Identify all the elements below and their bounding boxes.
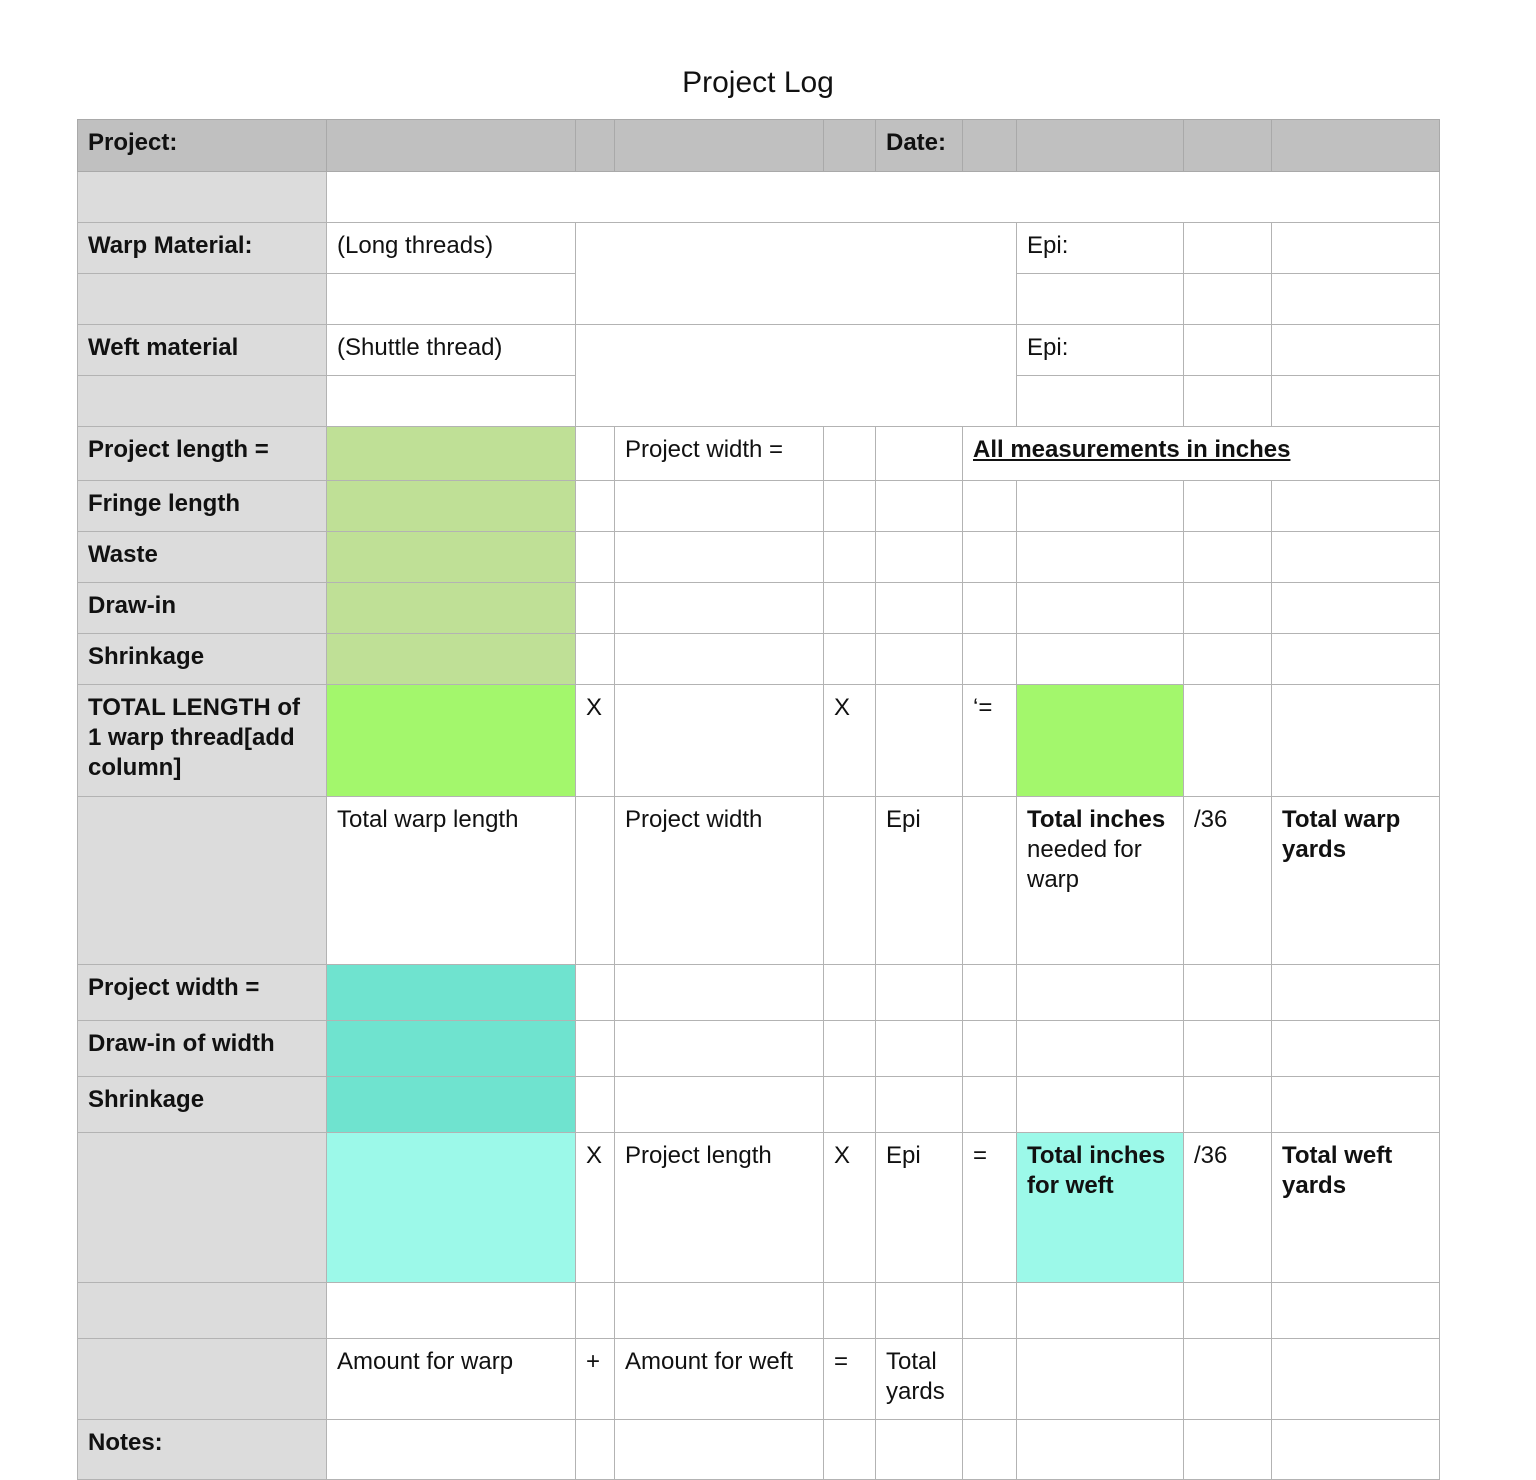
- divisor-36: /36: [1184, 797, 1272, 965]
- project-length-label: Project length =: [78, 427, 327, 481]
- total-yards-label: Total yards: [876, 1339, 963, 1420]
- weft-material-label: Weft material: [78, 325, 327, 376]
- total-warp-yards-label: Total warp yards: [1272, 797, 1440, 965]
- project-width-caption: Project width: [615, 797, 824, 965]
- totals-row: [78, 1339, 1440, 1420]
- weft-material-row: [78, 325, 1440, 376]
- amount-weft-label: Amount for weft: [615, 1339, 824, 1420]
- weft-epi-label: Epi:: [1017, 325, 1184, 376]
- warp-material-notes[interactable]: [576, 223, 1017, 325]
- warp-material-label: Warp Material:: [78, 223, 327, 274]
- epi-caption: Epi: [876, 797, 963, 965]
- waste-row: [78, 532, 1440, 583]
- warp-calculation-row: [78, 797, 1440, 965]
- project-description-cell[interactable]: [327, 172, 1440, 223]
- times-sign: X: [576, 1133, 615, 1283]
- date-label: Date:: [876, 120, 963, 172]
- draw-in-input[interactable]: [327, 583, 576, 634]
- draw-in-width-input[interactable]: [327, 1021, 576, 1077]
- times-sign: X: [576, 685, 615, 797]
- times-sign: X: [824, 685, 876, 797]
- total-inches-weft-label: Total inches for weft: [1017, 1133, 1184, 1283]
- total-warp-length-label: Total warp length: [327, 797, 576, 965]
- project-label: Project:: [78, 120, 327, 172]
- width-label: Project width =: [78, 965, 327, 1021]
- fringe-length-input[interactable]: [327, 481, 576, 532]
- draw-in-label: Draw-in: [78, 583, 327, 634]
- weft-material-hint[interactable]: (Shuttle thread): [327, 325, 576, 376]
- weft-material-notes[interactable]: [576, 325, 1017, 427]
- draw-in-row: [78, 583, 1440, 634]
- total-length-row: [78, 685, 1440, 797]
- units-note: All measurements in inches: [973, 436, 1291, 463]
- plus-sign: +: [576, 1339, 615, 1420]
- equals-sign: ‘=: [963, 685, 1017, 797]
- document-title: Project Log: [682, 66, 834, 99]
- warp-material-row: [78, 223, 1440, 274]
- fringe-length-row: [78, 481, 1440, 532]
- total-length-label: TOTAL LENGTH of 1 warp thread[add column]: [78, 685, 327, 797]
- total-weft-yards-label: Total weft yards: [1272, 1133, 1440, 1283]
- total-inches-warp-label: Total inches needed for warp: [1017, 797, 1184, 965]
- equals-sign: =: [963, 1133, 1017, 1283]
- header-row: [78, 120, 1440, 172]
- width-input[interactable]: [327, 965, 576, 1021]
- epi-caption: Epi: [876, 1133, 963, 1283]
- project-length-input[interactable]: [327, 427, 576, 481]
- fringe-length-label: Fringe length: [78, 481, 327, 532]
- date-cell[interactable]: [963, 120, 1017, 172]
- width-row: [78, 965, 1440, 1021]
- shrinkage-row: [78, 634, 1440, 685]
- project-log-table: [77, 119, 1440, 1480]
- notes-label: Notes:: [78, 1420, 327, 1480]
- shrinkage-label: Shrinkage: [78, 634, 327, 685]
- total-warp-inches-input[interactable]: [1017, 685, 1184, 797]
- width-shrinkage-input[interactable]: [327, 1077, 576, 1133]
- total-length-input[interactable]: [327, 685, 576, 797]
- width-shrinkage-label: Shrinkage: [78, 1077, 327, 1133]
- draw-in-width-label: Draw-in of width: [78, 1021, 327, 1077]
- amount-warp-label: Amount for warp: [327, 1339, 576, 1420]
- draw-in-width-row: [78, 1021, 1440, 1077]
- divisor-36: /36: [1184, 1133, 1272, 1283]
- equals-sign: =: [824, 1339, 876, 1420]
- project-length-caption: Project length: [615, 1133, 824, 1283]
- project-length-row: [78, 427, 1440, 481]
- weft-calculation-row: [78, 1133, 1440, 1283]
- warp-material-hint[interactable]: (Long threads): [327, 223, 576, 274]
- project-width-label: Project width =: [615, 427, 824, 481]
- shrinkage-input[interactable]: [327, 634, 576, 685]
- times-sign: X: [824, 1133, 876, 1283]
- waste-input[interactable]: [327, 532, 576, 583]
- width-shrinkage-row: [78, 1077, 1440, 1133]
- waste-label: Waste: [78, 532, 327, 583]
- weft-width-total-input[interactable]: [327, 1133, 576, 1283]
- project-name-cell[interactable]: [327, 120, 576, 172]
- warp-epi-label: Epi:: [1017, 223, 1184, 274]
- project-description-row: [78, 172, 1440, 223]
